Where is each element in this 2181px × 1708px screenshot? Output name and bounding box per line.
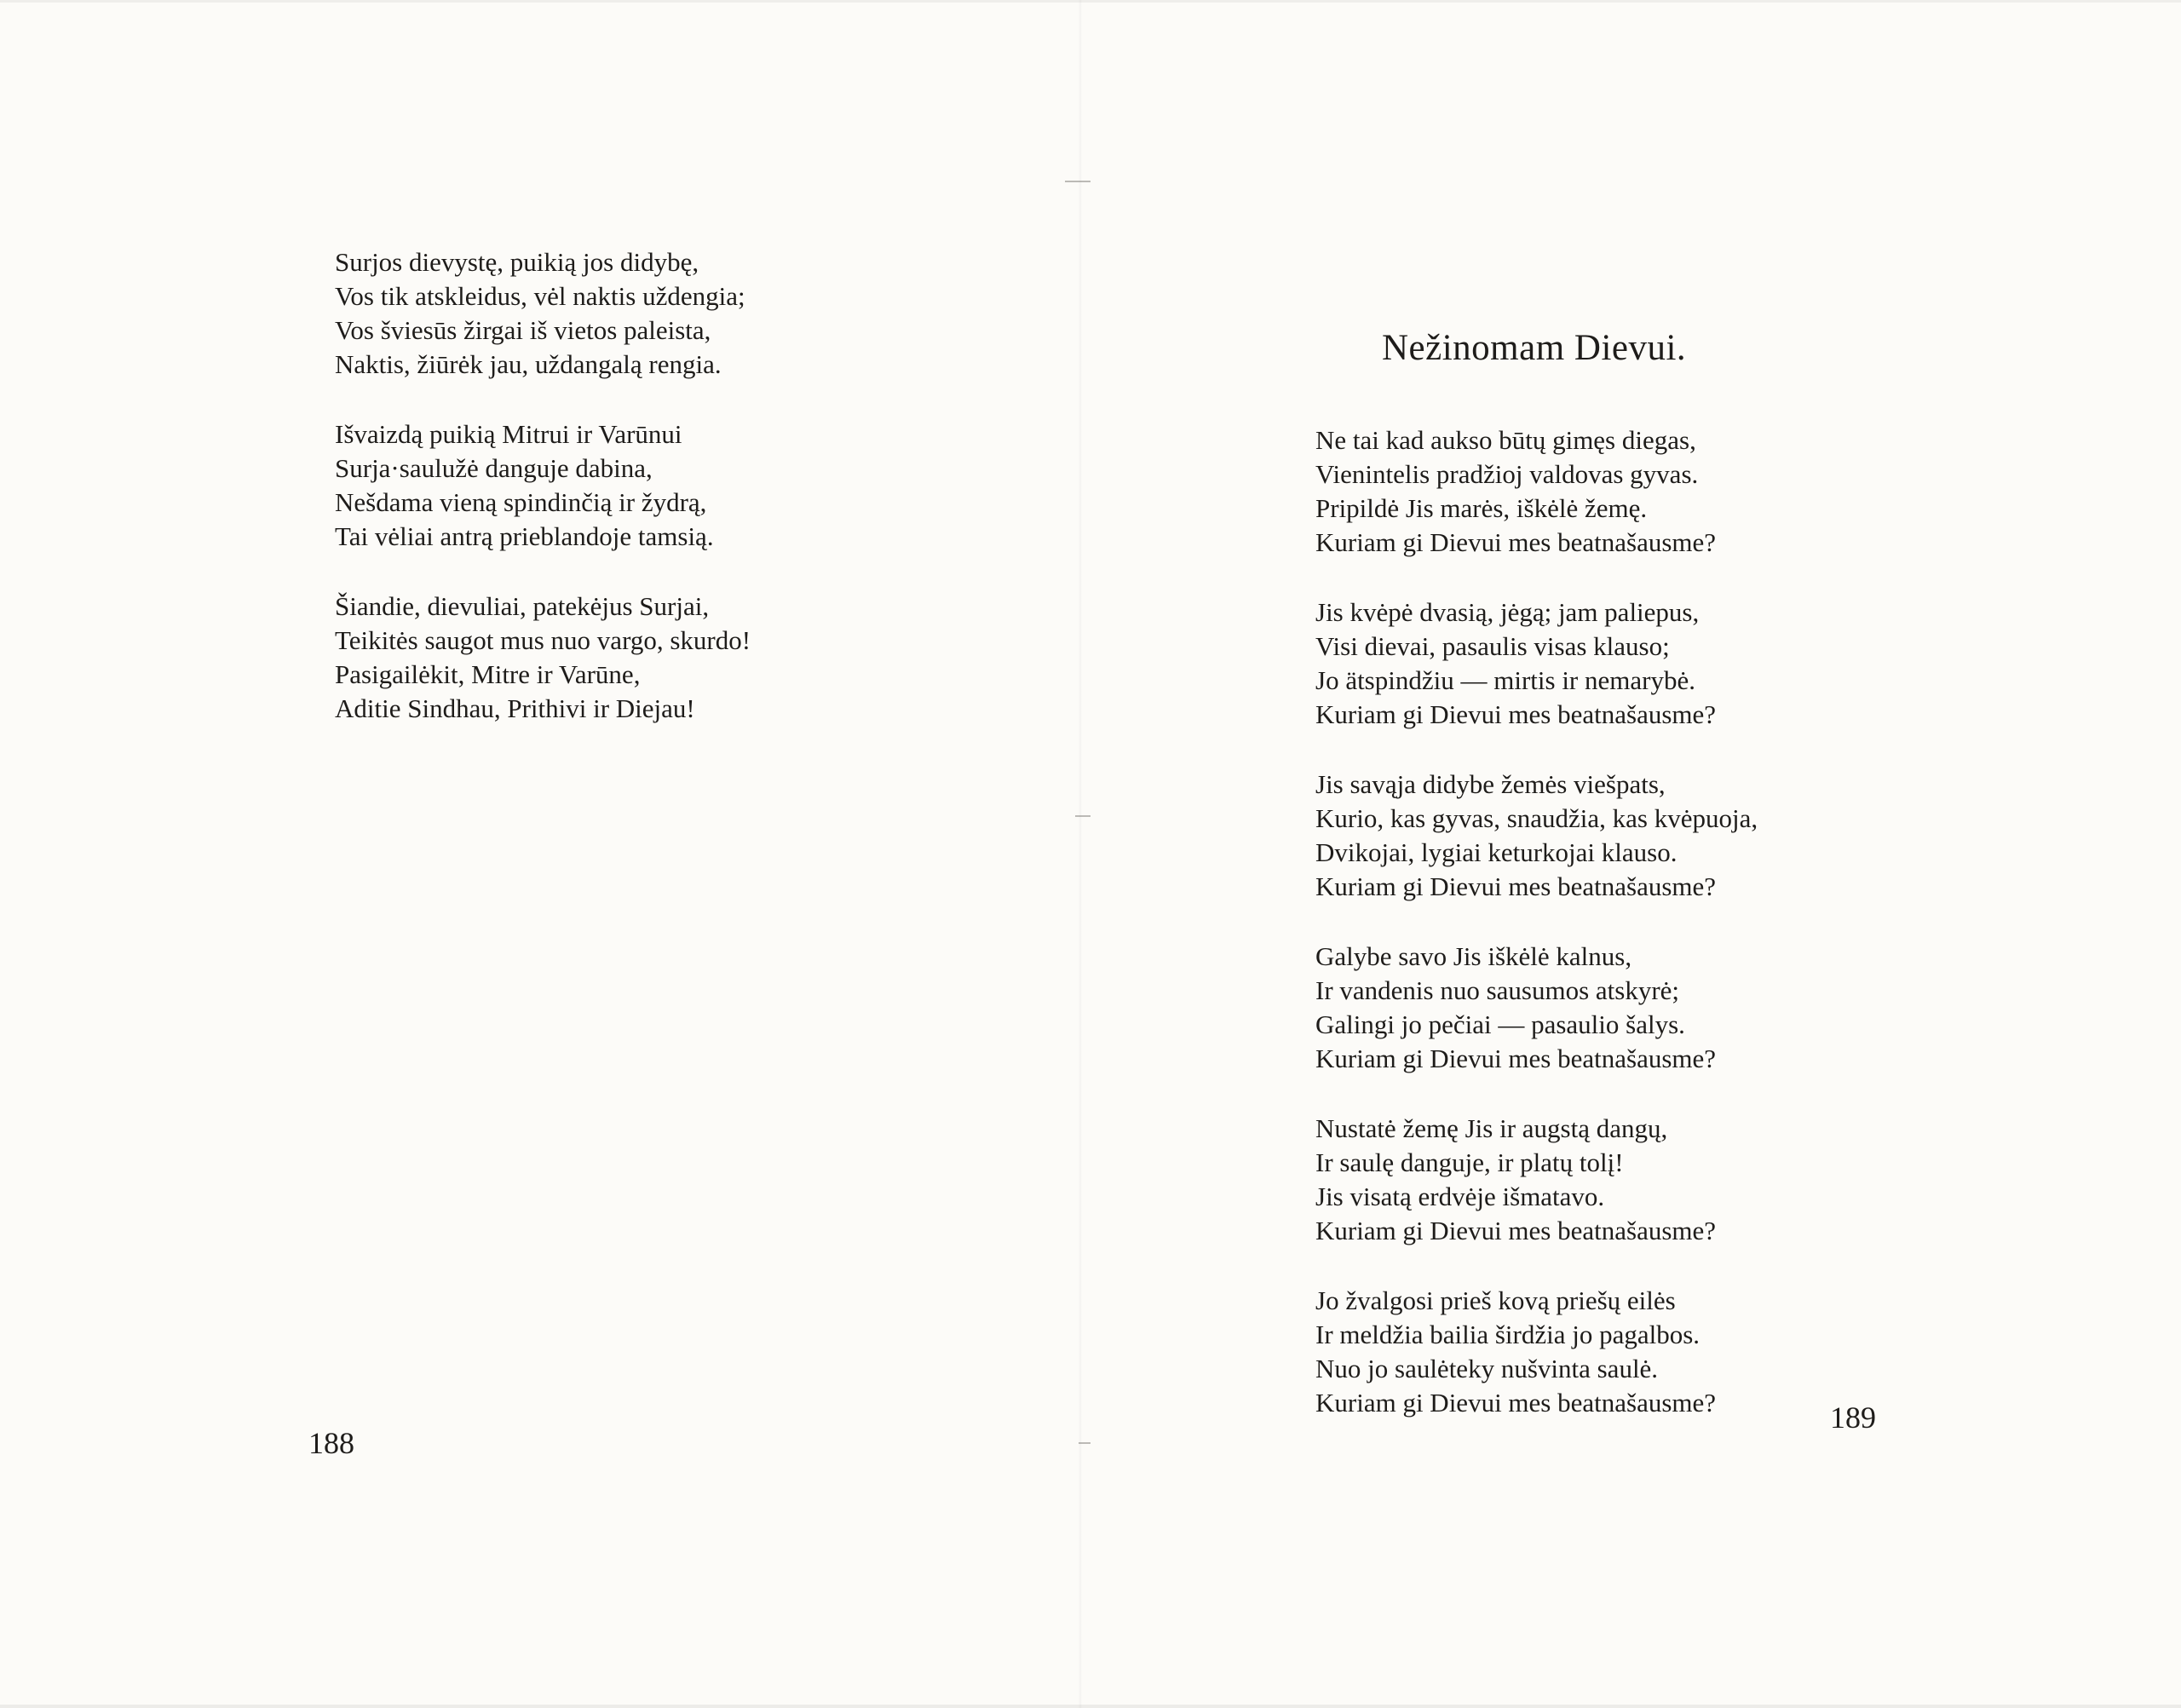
- poem-line: Jis visatą erdvėje išmatavo.: [1315, 1182, 1605, 1211]
- poem-line: Kuriam gi Dievui mes beatnašausme?: [1315, 1388, 1717, 1418]
- poem-line: Galybe savo Jis iškėlė kalnus,: [1315, 941, 1632, 971]
- poem-line: Kuriam gi Dievui mes beatnašausme?: [1315, 1044, 1717, 1073]
- poem-line: Ir vandenis nuo sausumos atskyrė;: [1315, 975, 1680, 1005]
- poem-line: Kuriam gi Dievui mes beatnašausme?: [1315, 1216, 1717, 1245]
- stanza: [1315, 1112, 1758, 1248]
- poem-line: Vienintelis pradžioj valdovas gyvas.: [1315, 459, 1699, 489]
- poem-line: Išvaizdą puikią Mitrui ir Varūnui: [335, 419, 682, 449]
- page-number-left: 188: [308, 1426, 354, 1460]
- poem-line: Ne tai kad aukso būtų gimęs diegas,: [1315, 425, 1696, 455]
- poem-line: Visi dievai, pasaulis visas klauso;: [1315, 631, 1670, 661]
- poem-line: Kuriam gi Dievui mes beatnašausme?: [1315, 527, 1717, 557]
- poem-line: Ir saulę danguje, ir platų tolį!: [1315, 1147, 1624, 1177]
- poem-line: Nuo jo saulėteky nušvinta saulė.: [1315, 1354, 1659, 1383]
- poem-line: Šiandie, dievuliai, patekėjus Surjai,: [335, 591, 710, 621]
- stanza: [1315, 423, 1758, 560]
- left-page: [0, 0, 1082, 1708]
- poem-line: Jis kvėpė dvasią, jėgą; jam paliepus,: [1315, 597, 1700, 627]
- left-poem: [335, 245, 751, 726]
- poem-line: Ir meldžia bailia širdžia jo pagalbos.: [1315, 1320, 1700, 1349]
- stanza: [1315, 1284, 1758, 1420]
- page-number-right: 189: [1830, 1400, 1876, 1435]
- poem-line: Surjos dievystę, puikią jos didybę,: [335, 247, 699, 277]
- poem-line: Jis savąja didybe žemės viešpats,: [1315, 769, 1666, 799]
- poem-line: Kuriam gi Dievui mes beatnašausme?: [1315, 699, 1717, 729]
- stanza: [335, 417, 751, 554]
- stanza: [335, 245, 751, 382]
- poem-line: Pasigailėkit, Mitre ir Varūne,: [335, 659, 641, 689]
- poem-line: Teikitės saugot mus nuo vargo, skurdo!: [335, 625, 751, 655]
- poem-line: Vos šviesūs žirgai iš vietos paleista,: [335, 315, 711, 345]
- poem-line: Nustatė žemę Jis ir augstą dangų,: [1315, 1113, 1668, 1143]
- poem-line: Dvikojai, lygiai keturkojai klauso.: [1315, 837, 1677, 867]
- poem-line: Nešdama vieną spindinčią ir žydrą,: [335, 487, 707, 517]
- stanza: [1315, 940, 1758, 1076]
- right-poem: [1315, 423, 1758, 1420]
- poem-line: Tai vėliai antrą prieblandoje tamsią.: [335, 521, 714, 551]
- poem-line: Pripildė Jis marės, iškėlė žemę.: [1315, 493, 1648, 523]
- poem-line: Naktis, žiūrėk jau, uždangalą rengia.: [335, 349, 722, 379]
- poem-line: Jo žvalgosi prieš kovą priešų eilės: [1315, 1285, 1676, 1315]
- poem-line: Vos tik atskleidus, vėl naktis uždengia;: [335, 281, 745, 311]
- stanza: [1315, 595, 1758, 732]
- poem-line: Kuriam gi Dievui mes beatnašausme?: [1315, 871, 1717, 901]
- stanza: [1315, 768, 1758, 904]
- poem-line: Jo ätspindžiu — mirtis ir nemarybė.: [1315, 665, 1695, 695]
- poem-line: Galingi jo pečiai — pasaulio šalys.: [1315, 1009, 1685, 1039]
- poem-line: Kurio, kas gyvas, snaudžia, kas kvėpuoja,: [1315, 803, 1758, 833]
- stanza: [335, 589, 751, 726]
- poem-line: Surja·saulužė danguje dabina,: [335, 453, 653, 483]
- poem-line: Aditie Sindhau, Prithivi ir Diejau!: [335, 693, 695, 723]
- poem-title: Nežinomam Dievui.: [1382, 328, 1687, 368]
